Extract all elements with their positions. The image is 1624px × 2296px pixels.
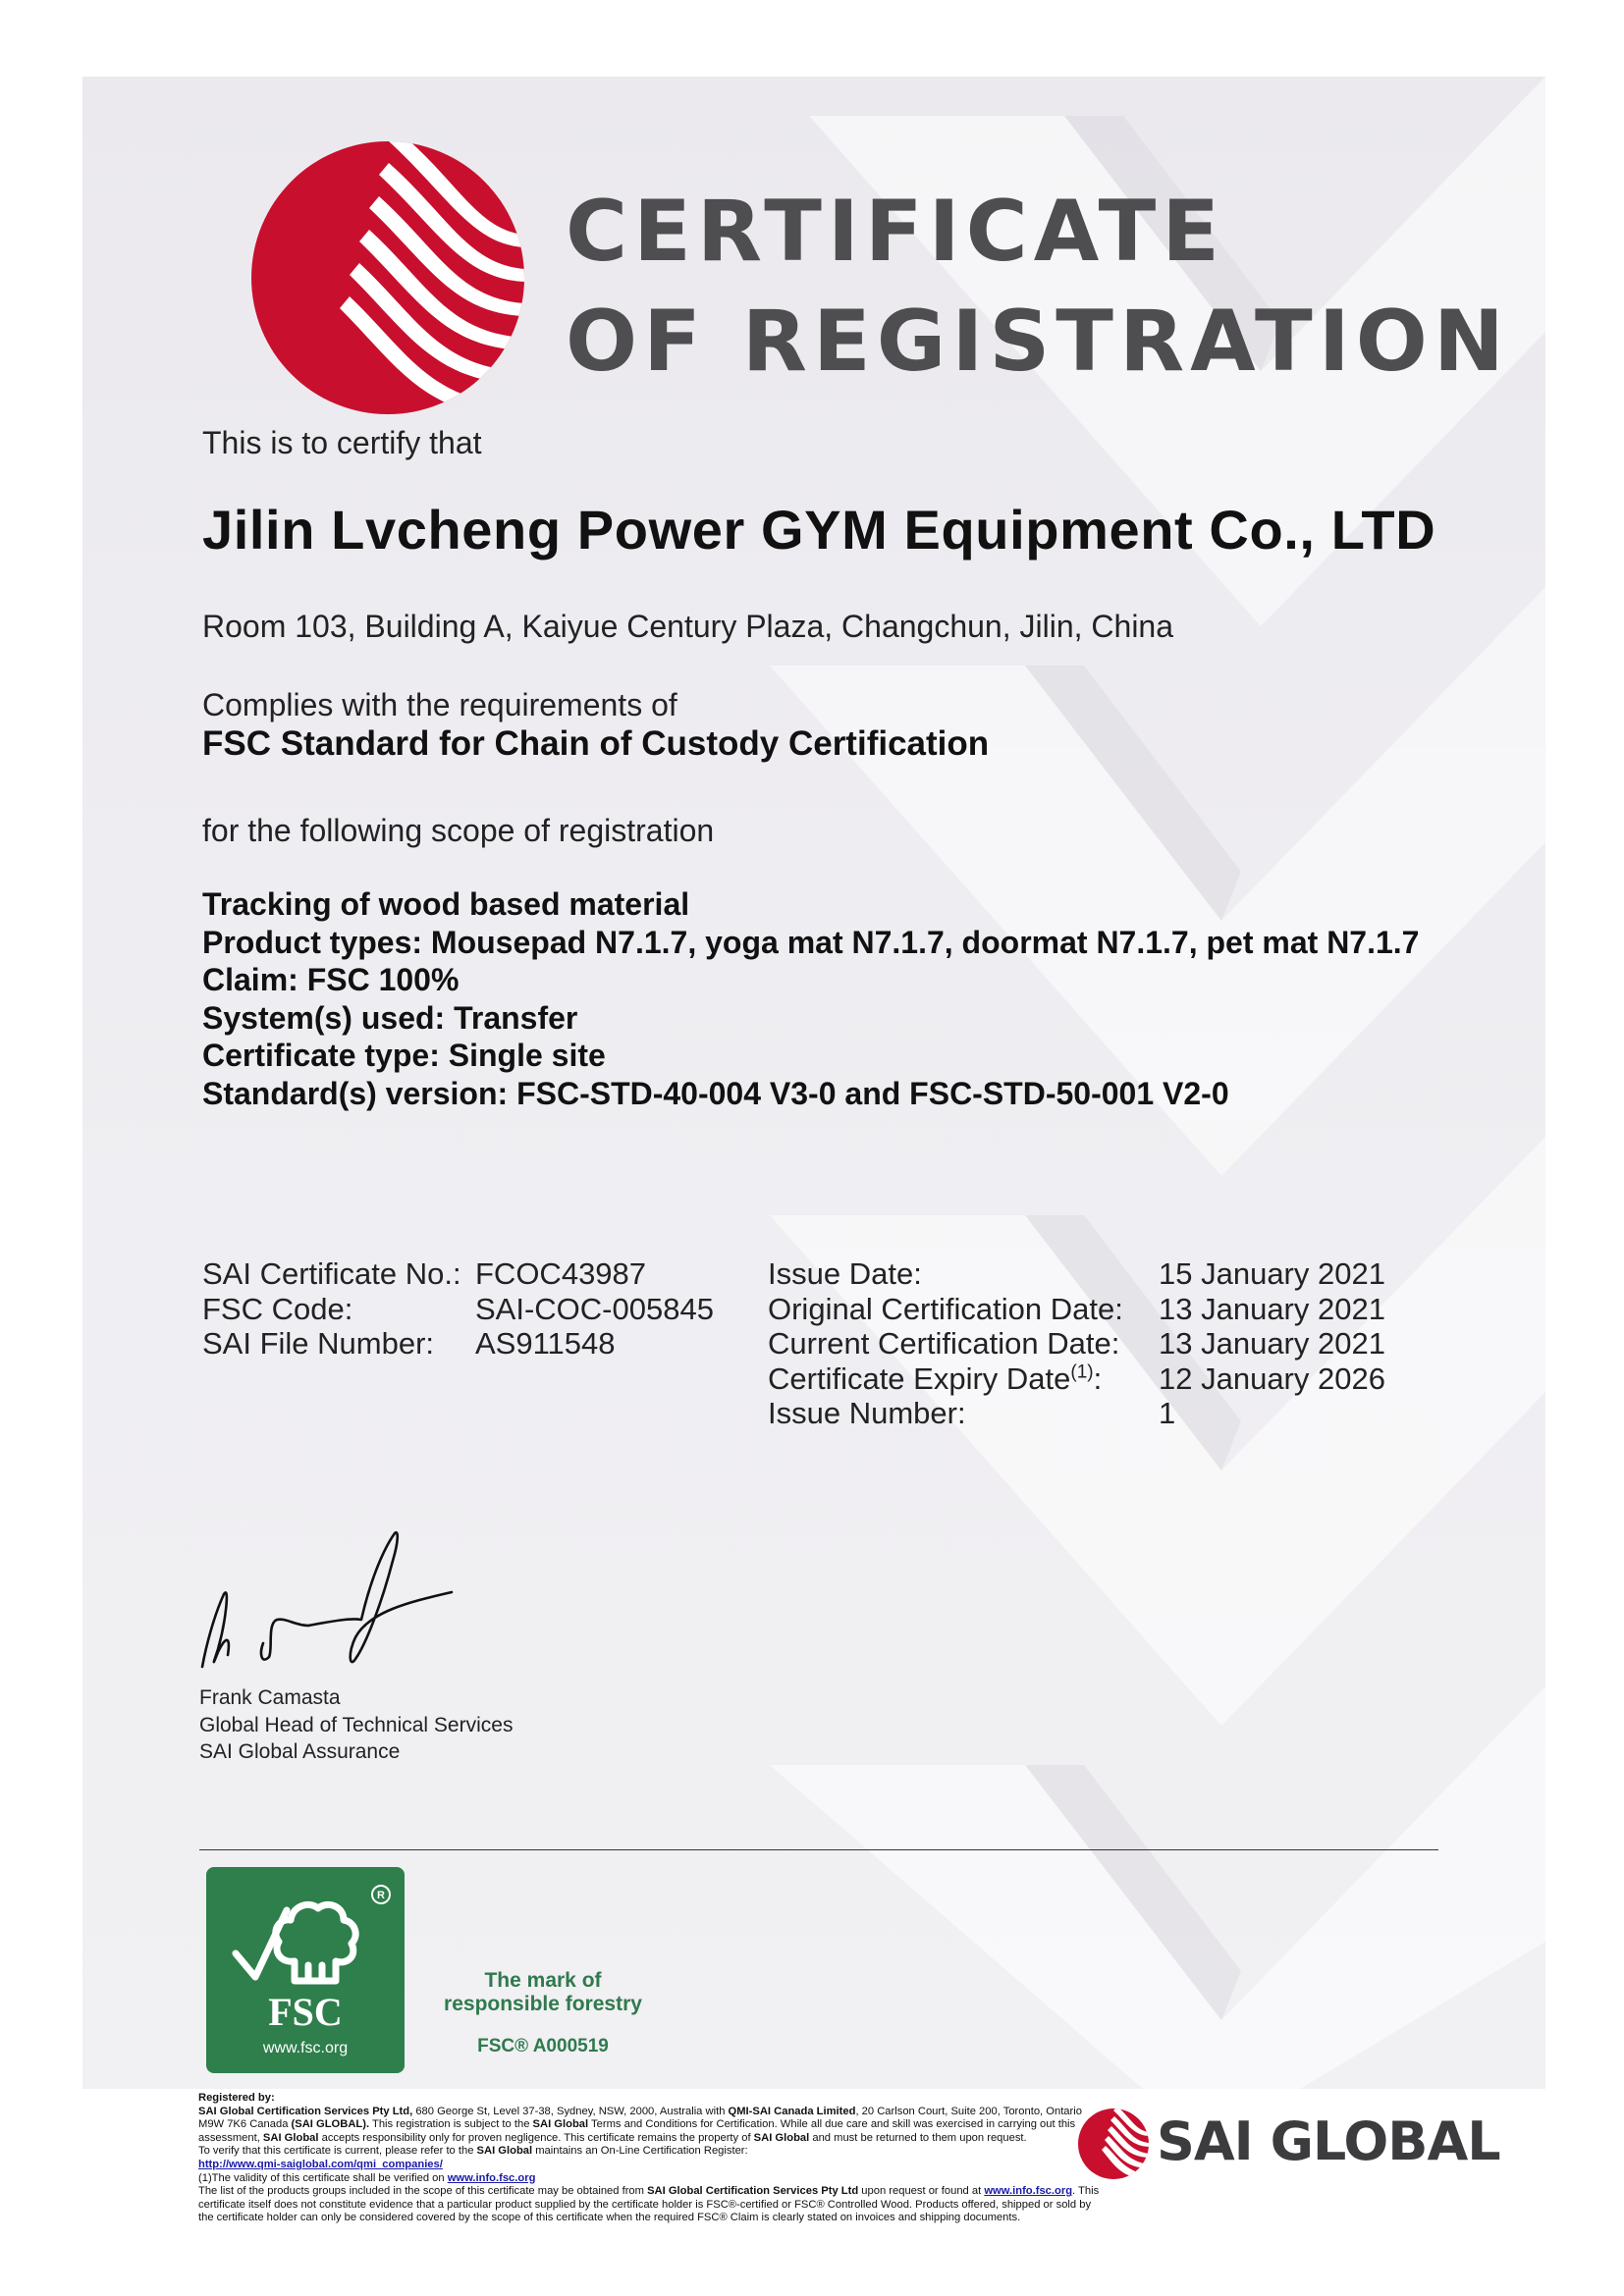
sai-global-abbrev: (SAI GLOBAL). [291, 2118, 370, 2131]
current-cert-date-value: 13 January 2021 [1159, 1326, 1385, 1361]
sai-certificate-label: SAI Certificate No.: [202, 1256, 461, 1291]
svg-text:R: R [377, 1890, 385, 1901]
sai-file-number-label: SAI File Number: [202, 1326, 435, 1361]
sai-file-number-value: AS911548 [475, 1326, 616, 1361]
fsc-code-value: SAI-COC-005845 [475, 1291, 714, 1326]
verify-text: maintains an On-Line Certification Register: [532, 2145, 748, 2158]
fsc-info-link[interactable]: www.info.fsc.org [447, 2171, 536, 2184]
scope-line: Tracking of wood based material [202, 886, 690, 922]
title-line-2: OF REGISTRATION [566, 293, 1510, 391]
responsibility-text: accepts responsibility only for proven negligence. This certificate remains the property of [318, 2131, 754, 2144]
complies-text: Complies with the requirements of [202, 687, 677, 722]
terms-text: This registration is subject to the [369, 2118, 533, 2131]
scope-line: Certificate type: Single site [202, 1038, 606, 1073]
terms-text: Terms and Conditions for Certification. While all due care and skill was exercised in carrying out this assessment, [198, 2118, 1076, 2144]
verify-text: To verify that this certificate is current, please refer to the [198, 2145, 477, 2158]
fsc-mark-line-2: responsible forestry [444, 1993, 642, 2015]
expiry-date-label [768, 1362, 1102, 1397]
fsc-mark-line-1: The mark of [484, 1969, 602, 1992]
fsc-logo-url: www.fsc.org [262, 2040, 349, 2056]
fsc-logo [206, 1867, 405, 2073]
issue-number-label: Issue Number: [768, 1396, 966, 1430]
list-text: The list of the products groups included in the scope of this certificate may be obtained from [198, 2185, 648, 2198]
register-link[interactable]: http://www.qmi-saiglobal.com/qmi_companies/ [198, 2158, 443, 2170]
standard-name: FSC Standard for Chain of Custody Certification [202, 724, 990, 763]
fsc-logo-word: FSC [268, 1990, 343, 2034]
issue-date-label: Issue Date: [768, 1256, 922, 1291]
footnote-marker: (1) [1070, 1362, 1094, 1383]
scope-line: Product types: Mousepad N7.1.7, yoga mat N7.1.7, doormat N7.1.7, pet mat N7.1.7 [202, 924, 1420, 960]
issue-date-value: 15 January 2021 [1159, 1256, 1385, 1291]
footer-divider [199, 1849, 1438, 1850]
handwritten-signature [192, 1527, 487, 1675]
signatory-block [199, 1684, 513, 1766]
scope-block [202, 885, 1439, 1112]
registrar-company: SAI Global Certification Services Pty Ltd, [198, 2105, 413, 2117]
title-line-1: CERTIFICATE [566, 183, 1226, 281]
partner-company: QMI-SAI Canada Limited [728, 2105, 856, 2117]
original-cert-date-label: Original Certification Date: [768, 1291, 1123, 1326]
property-text: and must be returned to them upon request. [809, 2131, 1027, 2144]
sai-certificate-value: FCOC43987 [475, 1256, 647, 1291]
certificate-title [566, 177, 1510, 397]
scope-line: Claim: FSC 100% [202, 962, 460, 997]
sai-global-name: SAI Global [532, 2118, 589, 2131]
sai-global-name: SAI Global [753, 2131, 810, 2144]
sai-global-name: SAI Global [476, 2145, 533, 2158]
footer-fine-print [198, 2092, 1102, 2225]
fsc-info-link[interactable]: www.info.fsc.org [984, 2185, 1073, 2198]
list-company: SAI Global Certification Services Pty Ltd [647, 2185, 859, 2198]
expiry-date-label-text: Certificate Expiry Date [768, 1361, 1071, 1396]
partner-address: , 20 Carlson Court, Suite 200, Toronto, Ontario M9W 7K6 Canada [198, 2105, 1082, 2131]
fsc-mark-text [412, 1969, 674, 2016]
list-text: upon request or found at [858, 2185, 985, 2198]
certificate-logo-icon [251, 141, 524, 414]
sai-global-name: SAI Global [262, 2131, 319, 2144]
company-address: Room 103, Building A, Kaiyue Century Plaza, Changchun, Jilin, China [202, 609, 1174, 644]
scope-line: Standard(s) version: FSC-STD-40-004 V3-0 and FSC-STD-50-001 V2-0 [202, 1075, 1229, 1111]
company-name: Jilin Lvcheng Power GYM Equipment Co., LTD [202, 499, 1436, 561]
signatory-name: Frank Camasta [199, 1686, 341, 1709]
current-cert-date-label: Current Certification Date: [768, 1326, 1120, 1361]
scope-intro: for the following scope of registration [202, 813, 715, 848]
original-cert-date-value: 13 January 2021 [1159, 1291, 1385, 1326]
signatory-title: Global Head of Technical Services [199, 1713, 514, 1736]
sai-global-wordmark: SAI GLOBAL [1157, 2110, 1500, 2172]
registered-by-label: Registered by: [198, 2092, 275, 2104]
list-text: . This certificate itself does not constitute evidence that a particular product supplied by the certificate holder is FSC®-certified or FSC® Controlled Wood. Products offered, shipped or sold by the certificate holder can only be considered covered by the scope of this certificate when the required FSC® Claim is clearly stated on invoices and shipping documents. [198, 2185, 1100, 2224]
fsc-code-label: FSC Code: [202, 1291, 353, 1326]
certify-intro: This is to certify that [202, 425, 482, 460]
fsc-license-code: FSC® A000519 [477, 2036, 609, 2056]
issue-number-value: 1 [1159, 1396, 1176, 1430]
validity-text: (1)The validity of this certificate shall be verified on [198, 2171, 448, 2184]
signatory-org: SAI Global Assurance [199, 1740, 401, 1763]
expiry-date-colon: : [1093, 1361, 1103, 1396]
registrar-address: 680 George St, Level 37-38, Sydney, NSW, 2000, Australia with [412, 2105, 729, 2117]
sai-global-logo-icon [1078, 2109, 1149, 2179]
expiry-date-value: 12 January 2026 [1159, 1361, 1385, 1396]
scope-line: System(s) used: Transfer [202, 999, 578, 1036]
